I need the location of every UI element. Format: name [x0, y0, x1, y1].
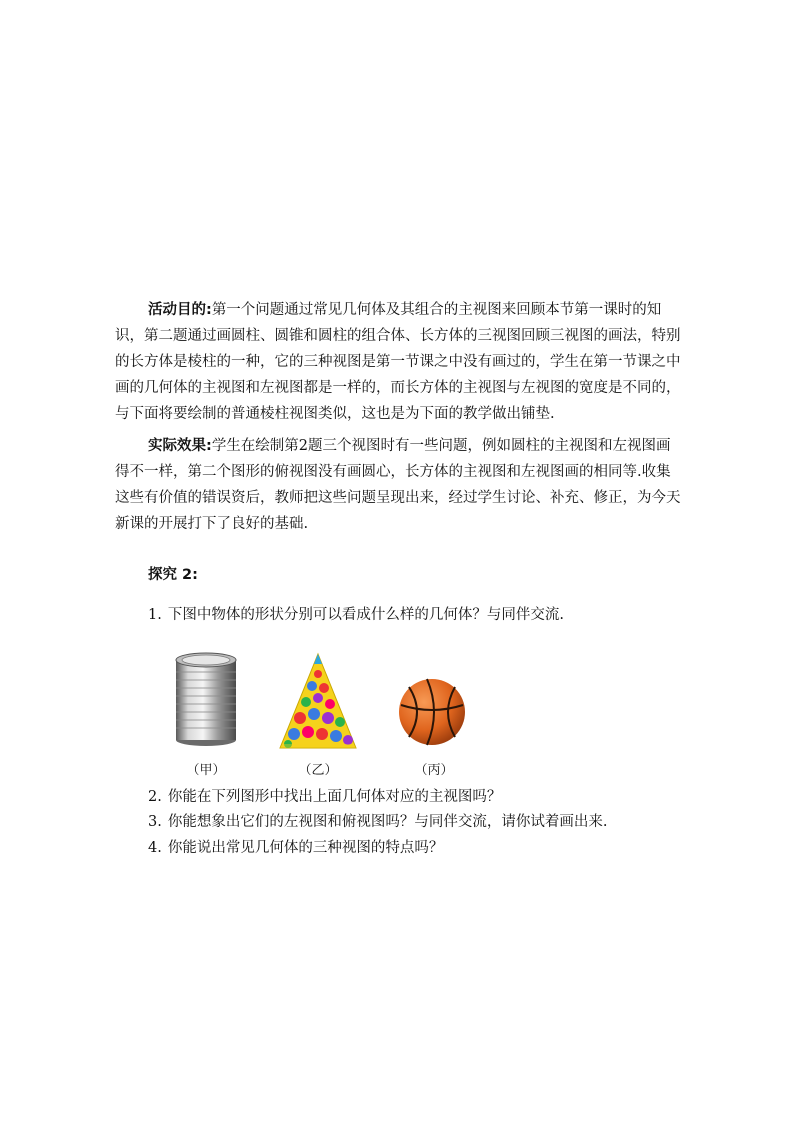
effect-paragraph: [115, 433, 685, 537]
question-text: 你能说出常见几何体的三种视图的特点吗？: [167, 840, 444, 856]
party-hat-image: [278, 652, 358, 750]
basketball-image: [397, 677, 467, 747]
caption-yi: （乙）: [298, 763, 338, 778]
question-1: [148, 603, 564, 624]
purpose-paragraph: [115, 297, 685, 427]
question-number: 2.: [148, 789, 162, 805]
purpose-text: 第一个问题通过常见几何体及其组合的主视图来回顾本节第一课时的知识，第二题通过画圆柱、圆锥和圆柱的组合体、长方体的三视图回顾三视图的画法，特别的长方体是棱柱的一种，它的三种视图是第一节课之中没有画过的，学生在第一节课之中画的几何体的主视图和左视图都是一样的，而长方体的主视图与左视图的宽度是不同的，与下面将要绘制的普通棱柱视图类似，这也是为下面的教学做出铺垫.: [115, 302, 681, 422]
purpose-label: 活动目的:: [148, 302, 212, 318]
question-number: 4.: [148, 840, 162, 856]
question-number: 3.: [148, 814, 162, 830]
explore-heading: 探究 2:: [148, 567, 198, 583]
tin-can-image: [172, 650, 240, 750]
question-text: 下图中物体的形状分别可以看成什么样的几何体？与同伴交流.: [167, 607, 564, 623]
caption-jia: （甲）: [186, 763, 226, 778]
question-3: [148, 810, 607, 831]
question-2: [148, 785, 501, 806]
question-number: 1.: [148, 607, 162, 623]
question-text: 你能在下列图形中找出上面几何体对应的主视图吗？: [167, 789, 502, 805]
effect-label: 实际效果:: [148, 438, 212, 454]
question-text: 你能想象出它们的左视图和俯视图吗？与同伴交流，请你试着画出来.: [167, 814, 608, 830]
question-4: [148, 836, 443, 857]
effect-text: 学生在绘制第2题三个视图时有一些问题，例如圆柱的主视图和左视图画得不一样，第二个图形的俯视图没有画圆心，长方体的主视图和左视图画的相同等.收集这些有价值的错误资后，教师把这些问题呈现出来，经过学生讨论、补充、修正，为今天新课的开展打下了良好的基础.: [115, 438, 681, 532]
caption-bing: （丙）: [414, 763, 454, 778]
